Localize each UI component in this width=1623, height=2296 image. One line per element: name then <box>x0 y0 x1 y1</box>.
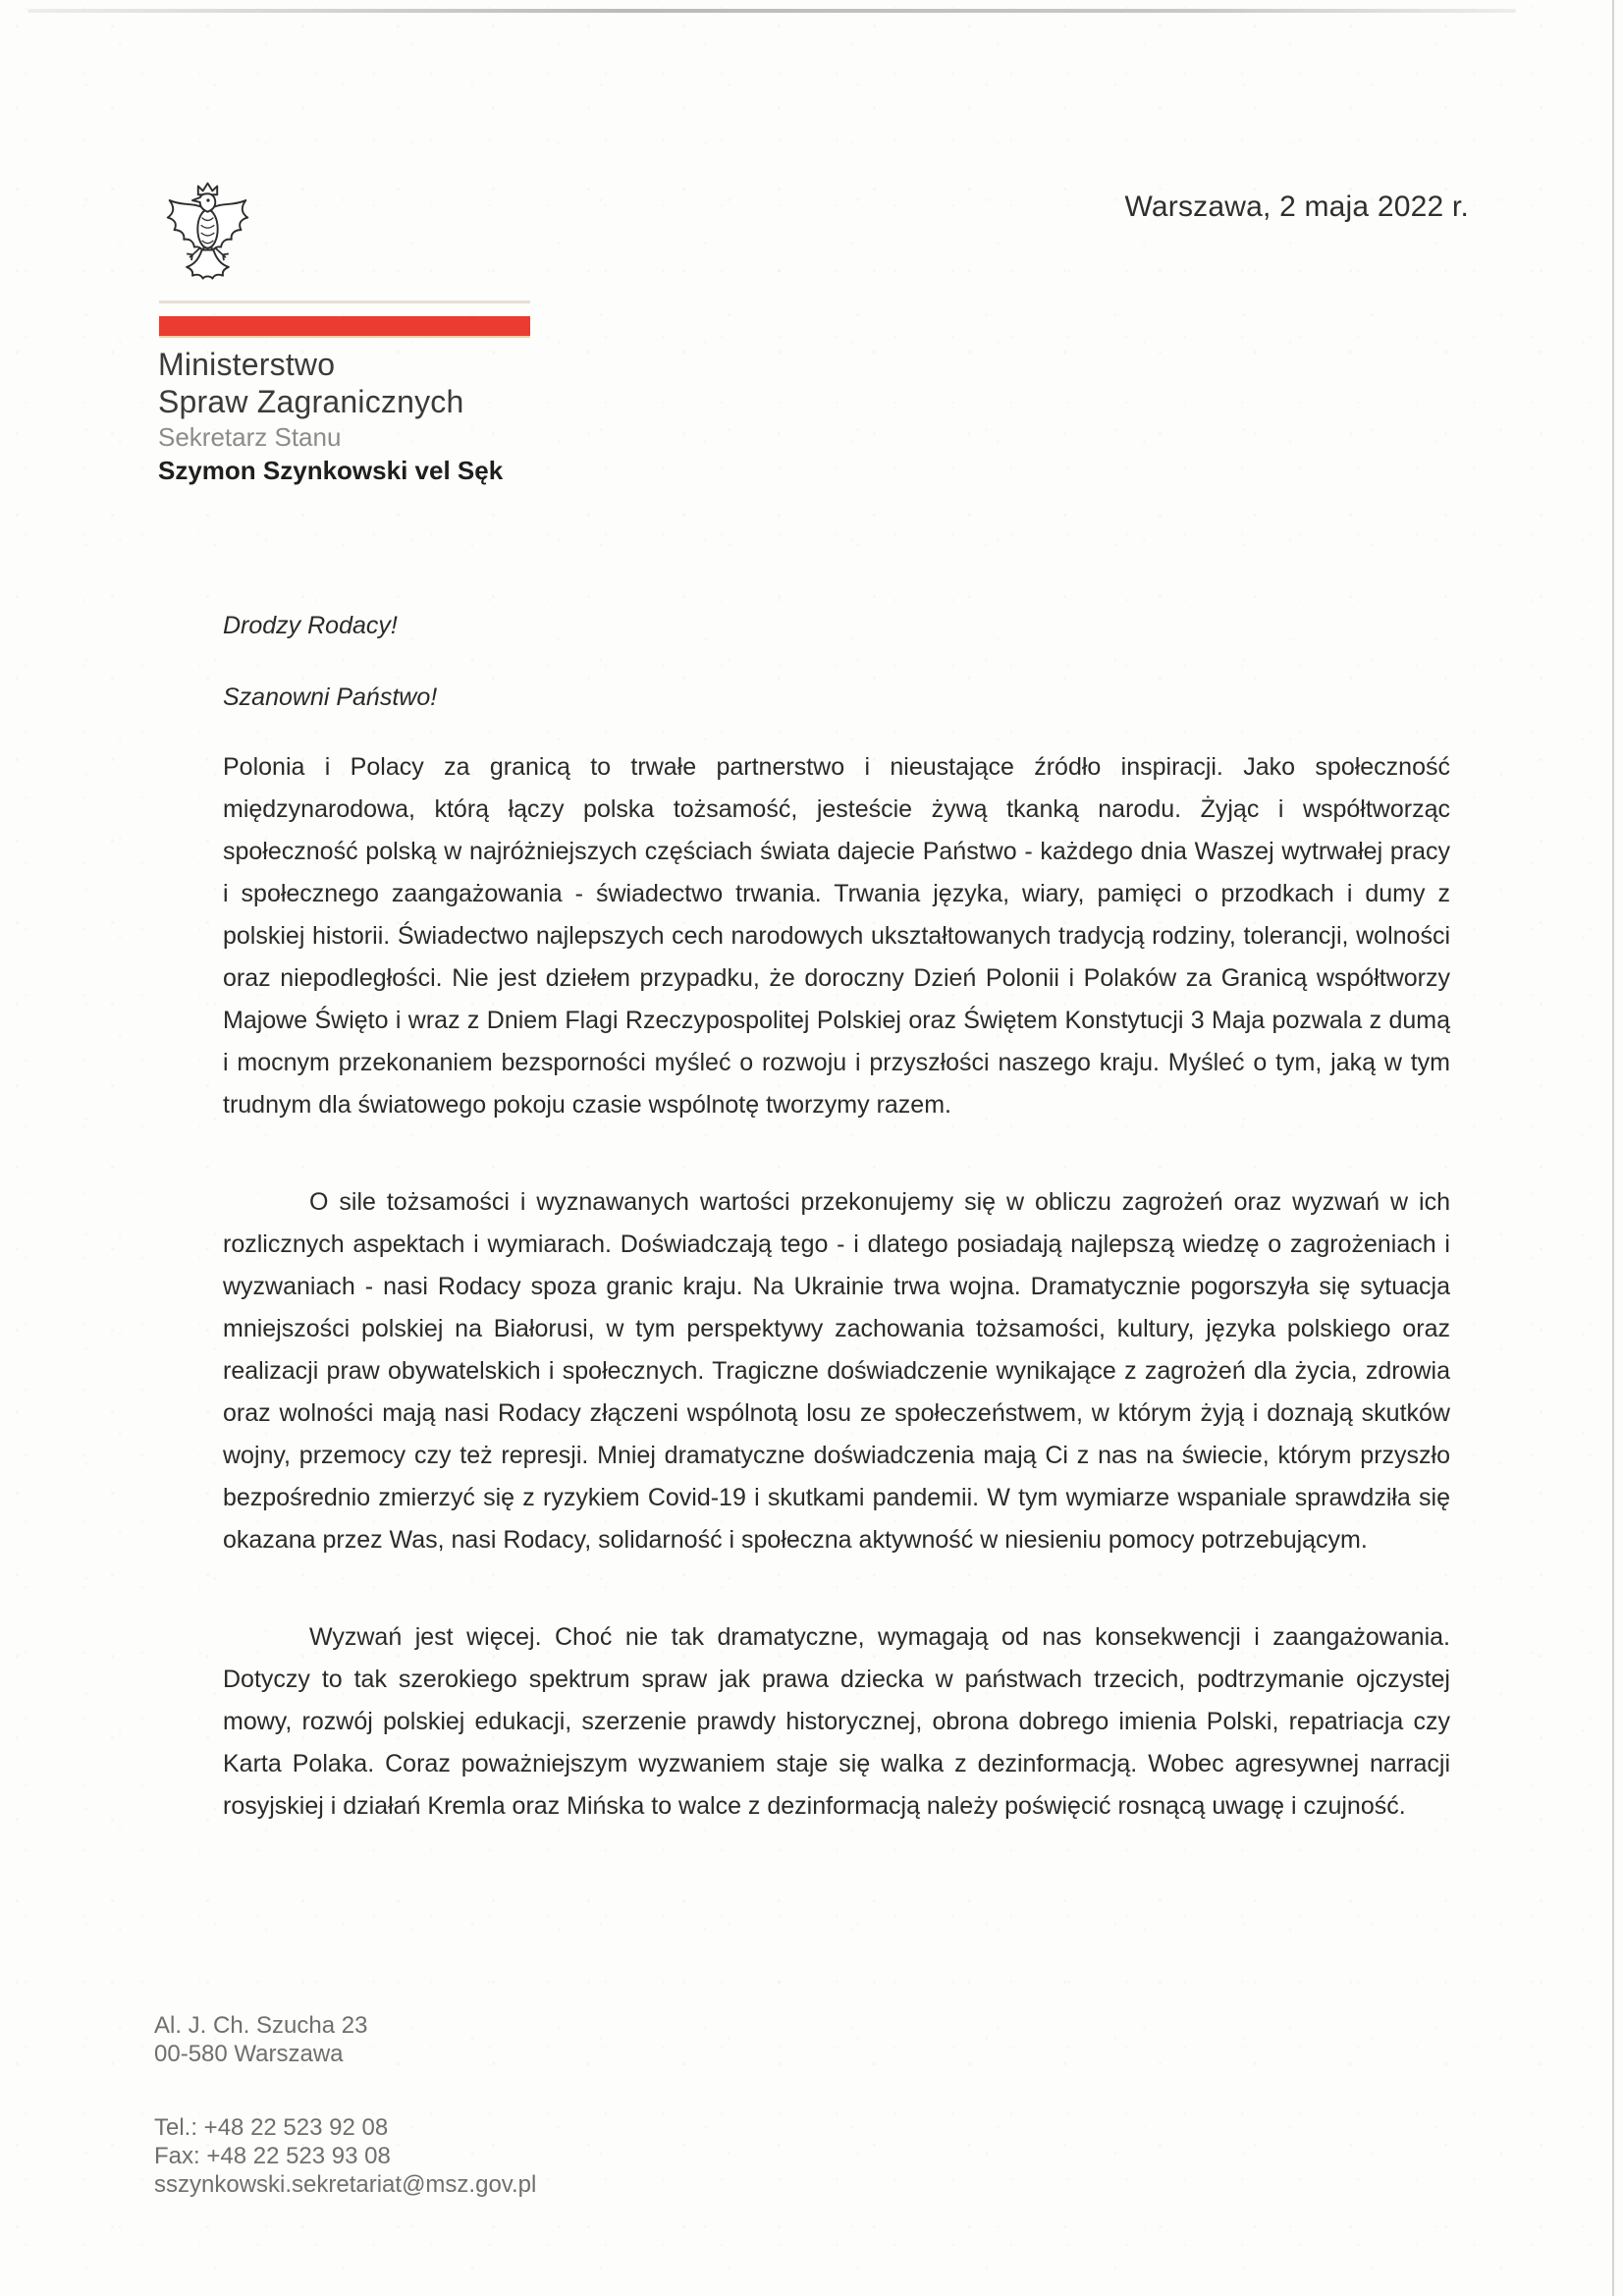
letter-date: Warszawa, 2 maja 2022 r. <box>1124 191 1469 223</box>
flag-red-stripe <box>159 316 530 336</box>
telephone-line: Tel.: +48 22 523 92 08 <box>154 2114 389 2141</box>
scan-artifact-top-line <box>27 9 1516 13</box>
email-line: sszynkowski.sekretariat@msz.gov.pl <box>154 2171 537 2198</box>
letter-paragraph: Wyzwań jest więcej. Choć nie tak dramatyczne, wymagają od nas konsekwencji i zaangażowania. Dotyczy to tak szerokiego spektrum spraw jak prawa dziecka w państwach trzecich, podtrzymanie ojczystej mowy, rozwój polskiej edukacji, szerzenie prawdy historycznej, obrona dobrego imienia Polski, repatriacja czy Karta Polaka. Coraz poważniejszym wyzwaniem staje się walka z dezinformacją. Wobec agresywnej narracji rosyjskiej i działań Kremla oraz Mińska to walce z dezinformacją należy poświęcić rosnącą uwagę i czujność. <box>223 1623 1450 1820</box>
scan-artifact-right-edge <box>1612 0 1614 2296</box>
address-line: Al. J. Ch. Szucha 23 <box>154 2012 368 2039</box>
office-title: Sekretarz Stanu <box>158 422 342 452</box>
letter-paragraph: Polonia i Polacy za granicą to trwałe partnerstwo i nieustające źródło inspiracji. Jako społeczność międzynarodowa, którą łączy polska tożsamość, jesteście żywą tkanką narodu. Żyjąc i współtworząc społeczność polską w najróżniejszych częściach świata dajecie Państwo - każdego dnia Waszej wytrwałej pracy i społecznego zaangażowania - świadectwo trwania. Trwania języka, wiary, pamięci o przodkach i dumy z polskiej historii. Świadectwo najlepszych cech narodowych ukształtowanych tradycją rodziny, tolerancji, wolności oraz niepodległości. Nie jest dziełem przypadku, że doroczny Dzień Polonii i Polaków za Granicą współtworzy Majowe Święto i wraz z Dniem Flagi Rzeczypospolitej Polskiej oraz Świętem Konstytucji 3 Maja pozwala z dumą i mocnym przekonaniem bezsporności myśleć o rozwoju i przyszłości naszego kraju. Myśleć o tym, jaką w tym trudnym dla światowego pokoju czasie wspólnotę tworzymy razem. <box>223 753 1450 1119</box>
salutation-line: Drodzy Rodacy! <box>223 612 398 639</box>
address-line: 00-580 Warszawa <box>154 2041 344 2067</box>
letter-footer <box>154 2011 536 2199</box>
polish-eagle-icon <box>160 181 255 287</box>
ministry-name-line2: Spraw Zagranicznych <box>158 384 464 419</box>
salutation-line: Szanowni Państwo! <box>223 683 438 711</box>
fax-line: Fax: +48 22 523 93 08 <box>154 2143 391 2169</box>
footer-contact <box>154 2113 536 2199</box>
official-name: Szymon Szynkowski vel Sęk <box>158 456 504 485</box>
letter-body <box>223 605 1450 1828</box>
letter-paragraph: O sile tożsamości i wyznawanych wartości przekonujemy się w obliczu zagrożeń oraz wyzwań w ich rozlicznych aspektach i wymiarach. Doświadczają tego - i dlatego posiadają najlepszą wiedzę o zagrożeniach i wyzwaniach - nasi Rodacy spoza granic kraju. Na Ukrainie trwa wojna. Dramatycznie pogorszyła się sytuacja mniejszości polskiej na Białorusi, w tym perspektywy zachowania tożsamości, kultury, języka polskiego oraz realizacji praw obywatelskich i społecznych. Tragiczne doświadczenie wynikające z zagrożeń dla życia, zdrowia oraz wolności mają nasi Rodacy złączeni wspólnotą losu ze społeczeństwem, w którym żyją i doznają skutków wojny, przemocy czy też represji. Mniej dramatyczne doświadczenia mają Ci z nas na świecie, którym przyszło bezpośrednio zmierzyć się z ryzykiem Covid-19 i skutkami pandemii. W tym wymiarze wspaniale sprawdziła się okazana przez Was, nasi Rodacy, solidarność i społeczna aktywność w niesieniu pomocy potrzebującym. <box>223 1188 1450 1554</box>
footer-address <box>154 2011 536 2068</box>
ministry-name <box>158 346 464 420</box>
flag-white-stripe <box>159 301 530 303</box>
ministry-name-line1: Ministerstwo <box>158 347 336 382</box>
